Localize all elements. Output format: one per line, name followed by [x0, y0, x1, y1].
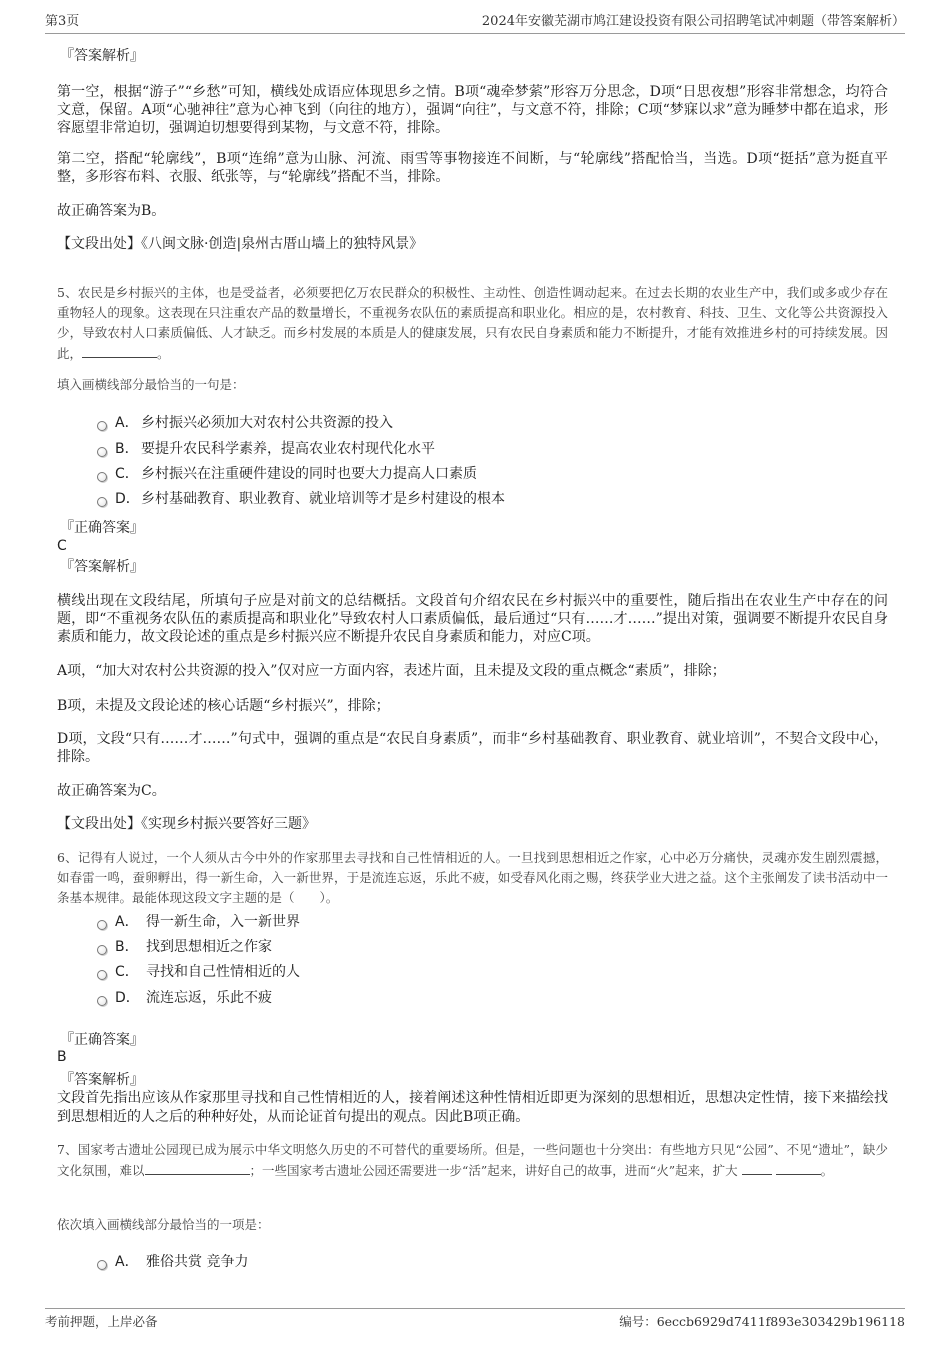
- q5-option-a-radio[interactable]: [97, 421, 107, 431]
- q7-stem-part-3: 。: [820, 1163, 834, 1178]
- q6-option-d-label: D．: [115, 990, 140, 1006]
- q6-option-c[interactable]: [97, 963, 300, 981]
- q5-option-d-label: D．: [115, 491, 140, 507]
- q7-blank-1: [145, 1160, 250, 1175]
- q6-option-b-text: 找到思想相近之作家: [146, 939, 272, 955]
- q5-stem-text: 5、农民是乡村振兴的主体，也是受益者，必须要把亿万农民群众的积极性、主动性、创造性调动起来。在过去长期的农业生产中，我们或多或少存在重物轻人的现象。这表现在只注重农产品的数量增长，不重视务农队伍的素质提高和职业化。相应的是，农村教育、科技、卫生、文化等公共资源投入少，导致农村人口素质偏低、人才缺乏。而乡村发展的本质是人的健康发展，只有农民自身素质和能力不断提升，才能有效推进乡村的可持续发展。因此，: [57, 285, 888, 361]
- q6-analysis: 文段首先指出应该从作家那里寻找和自己性情相近的人，接着阐述这种性情相近即更为深刻的思想相近，思想决定性情，接下来描绘找到思想相近的人之后的种种好处，从而论证首句提出的观点。因此B项正确。: [57, 1090, 888, 1125]
- q6-option-d-text: 流连忘返，乐此不疲: [146, 990, 272, 1006]
- q5-option-c-text: 乡村振兴在注重硬件建设的同时也要大力提高人口素质: [141, 466, 477, 482]
- q5-stem: [57, 283, 888, 364]
- q5-source: 【文段出处】《实现乡村振兴要答好三题》: [57, 816, 316, 832]
- q7-option-a-radio[interactable]: [97, 1260, 107, 1270]
- q5-prompt: 填入画横线部分最恰当的一句是：: [57, 377, 245, 392]
- q7-blank-2a: [742, 1160, 772, 1175]
- q5-option-d-radio[interactable]: [97, 497, 107, 507]
- q5-analysis-paragraph-4: D项，文段“只有……才……”句式中，强调的重点是“农民自身素质”，而非“乡村基础教育、职业教育、就业培训”，不契合文段中心，排除。: [57, 731, 888, 765]
- q6-correct-answer: B: [57, 1049, 67, 1065]
- q6-option-b-label: B．: [115, 939, 139, 955]
- q5-conclusion: 故正确答案为C。: [57, 783, 166, 799]
- q6-option-a-radio[interactable]: [97, 920, 107, 930]
- q7-option-a-text: 雅俗共赏 竞争力: [146, 1254, 249, 1270]
- q7-stem: [57, 1140, 888, 1181]
- q5-option-c-radio[interactable]: [97, 472, 107, 482]
- q5-analysis-paragraph-2: A项，“加大对农村公共资源的投入”仅对应一方面内容，表述片面，且未提及文段的重点概念“素质”，排除；: [57, 663, 726, 679]
- footer-serial-number: 编号：6eccb6929d7411f893e303429b196118: [619, 1314, 905, 1329]
- q6-stem: 6、记得有人说过，一个人须从古今中外的作家那里去寻找和自己性情相近的人。一旦找到思想相近之作家，心中必万分痛快，灵魂亦发生剧烈震撼，如春雷一鸣，蚕卵孵出，得一新生命，入一新世界，于是流连忘返，乐此不疲，如受春风化雨之赐，终获学业大进之益。这个主张阐发了读书活动中一条基本规律。最能体现这段文字主题的是（ ）。: [57, 850, 888, 905]
- q5-analysis-paragraph-1: 横线出现在文段结尾，所填句子应是对前文的总结概括。文段首句介绍农民在乡村振兴中的重要性，随后指出在农业生产中存在的问题，即“不重视务农队伍的素质提高和职业化”导致农村人口素质偏低，最后通过“只有……才……”提出对策，强调要不断提升农民自身素质和能力，故文段论述的重点是乡村振兴应不断提升农民自身素质和能力，对应C项。: [57, 593, 888, 645]
- q6-option-d-radio[interactable]: [97, 996, 107, 1006]
- footer-divider: [45, 1308, 905, 1309]
- q6-option-a-text: 得一新生命，入一新世界: [146, 914, 300, 930]
- q4-analysis-paragraph-1: 第一空，根据“游子”“乡愁”可知，横线处成语应体现思乡之情。B项“魂牵梦萦”形容万分思念，D项“日思夜想”形容非常想念，均符合文意，保留。A项“心驰神往”意为心神飞到（向往的地方），强调“向往”，与文意不符，排除；C项“梦寐以求”意为睡梦中都在追求，形容愿望非常迫切，强调迫切想要得到某物，与文意不符，排除。: [57, 84, 888, 136]
- q6-option-a[interactable]: [97, 913, 300, 931]
- document-title: 2024年安徽芜湖市鸠江建设投资有限公司招聘笔试冲刺题（带答案解析）: [481, 14, 905, 29]
- q4-analysis-label: 『答案解析』: [60, 48, 144, 64]
- q5-option-b-text: 要提升农民科学素养，提高农业农村现代化水平: [141, 441, 435, 457]
- q4-conclusion: 故正确答案为B。: [57, 203, 166, 219]
- q5-analysis-paragraph-3: B项，未提及文段论述的核心话题“乡村振兴”，排除；: [57, 698, 390, 714]
- q4-source: 【文段出处】《八闽文脉·创造|泉州古厝山墙上的独特风景》: [57, 236, 424, 252]
- q5-option-b-radio[interactable]: [97, 447, 107, 457]
- q7-prompt: 依次填入画横线部分最恰当的一项是：: [57, 1217, 270, 1232]
- q6-option-c-radio[interactable]: [97, 970, 107, 980]
- page-number: 第3页: [45, 14, 80, 29]
- q7-option-a-label: A．: [115, 1254, 139, 1270]
- q7-blank-2b: [776, 1160, 821, 1175]
- q5-option-b[interactable]: [97, 440, 435, 458]
- q6-option-b[interactable]: [97, 938, 272, 956]
- q6-option-b-radio[interactable]: [97, 945, 107, 955]
- q5-option-d[interactable]: [97, 490, 505, 508]
- q5-option-a[interactable]: [97, 414, 393, 432]
- q5-analysis-label: 『答案解析』: [60, 559, 144, 575]
- q6-analysis-label: 『答案解析』: [60, 1072, 144, 1088]
- q7-stem-part-1: 7、国家考古遗址公园现已成为展示中华文明悠久历史的不可替代的重要场所。但是，一些问题也十分突出：有些地方只见“公园”、不见“遗址”，缺少文化氛围，难以: [57, 1142, 888, 1178]
- q5-correct-answer: C: [57, 538, 67, 554]
- q4-analysis-paragraph-2: 第二空，搭配“轮廓线”，B项“连绵”意为山脉、河流、雨雪等事物接连不间断，与“轮廓线”搭配恰当，当选。D项“挺括”意为挺直平整，多形容布料、衣服、纸张等，与“轮廓线”搭配不当，排除。: [57, 151, 888, 185]
- q5-option-a-text: 乡村振兴必须加大对农村公共资源的投入: [141, 415, 393, 431]
- q6-option-a-label: A．: [115, 914, 139, 930]
- q7-option-a[interactable]: [97, 1253, 248, 1271]
- footer-slogan: 考前押题，上岸必备: [45, 1314, 158, 1329]
- q5-blank: [82, 343, 157, 358]
- q5-option-d-text: 乡村基础教育、职业教育、就业培训等才是乡村建设的根本: [141, 491, 505, 507]
- q7-stem-part-2: ；一些国家考古遗址公园还需要进一步“活”起来，讲好自己的故事，进而“火”起来，扩大: [249, 1163, 738, 1178]
- header-divider: [45, 33, 905, 34]
- q6-correct-label: 『正确答案』: [60, 1032, 144, 1048]
- q5-option-c[interactable]: [97, 465, 477, 483]
- q5-correct-label: 『正确答案』: [60, 520, 144, 536]
- q5-option-c-label: C．: [115, 466, 139, 482]
- q6-option-c-label: C．: [115, 964, 139, 980]
- q5-option-b-label: B．: [115, 441, 139, 457]
- q6-option-c-text: 寻找和自己性情相近的人: [146, 964, 300, 980]
- q6-option-d[interactable]: [97, 989, 272, 1007]
- q5-stem-end: 。: [157, 346, 170, 361]
- q5-option-a-label: A．: [115, 415, 139, 431]
